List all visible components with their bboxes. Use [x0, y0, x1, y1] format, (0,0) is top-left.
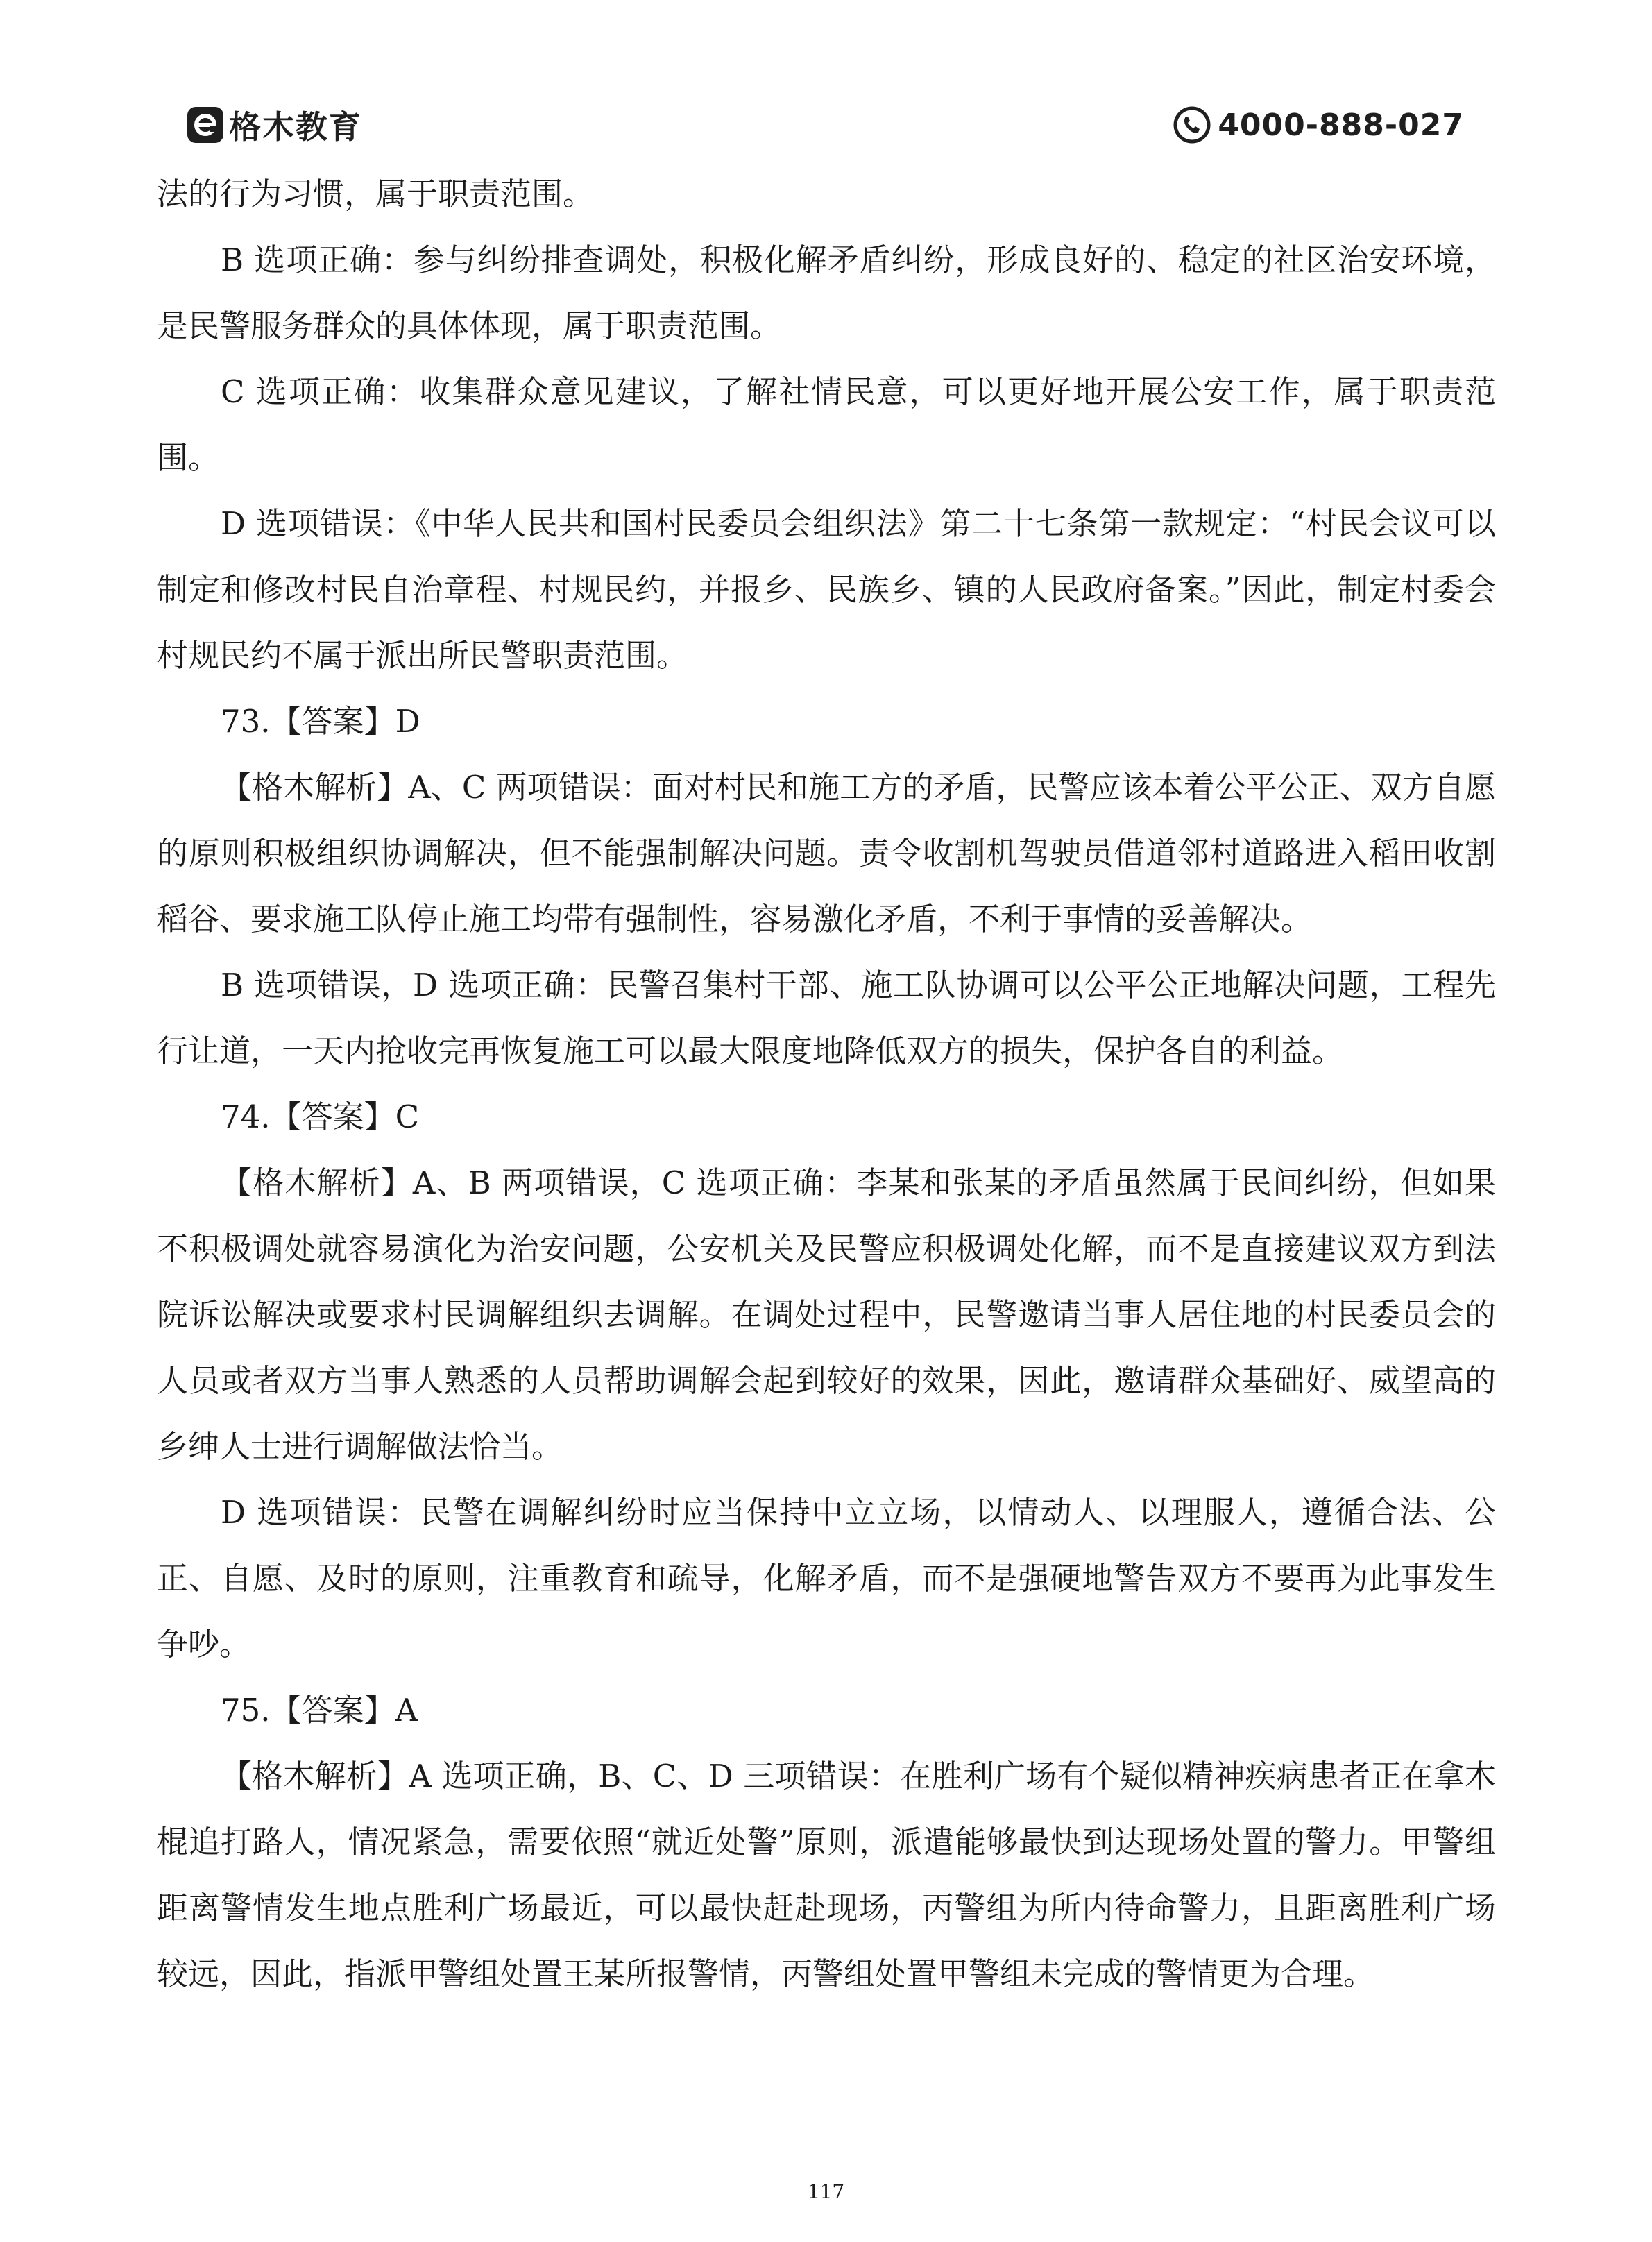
answer-75: 75.【答案】A [221, 1692, 418, 1729]
analysis-73: 【格木解析】A、C 两项错误：面对村民和施工方的矛盾，民警应该本着公平公正、双方自愿的原则积极组织协调解决，但不能强制解决问题。责令收割机驾驶员借道邻村道路进入稻田收割稻谷、要求施工队停止施工均带有强制性，容易激化矛盾，不利于事情的妥善解决。 [157, 769, 1496, 937]
analysis-74-d: D 选项错误：民警在调解纠纷时应当保持中立立场，以情动人、以理服人，遵循合法、公正、自愿、及时的原则，注重教育和疏导，化解矛盾，而不是强硬地警告双方不要再为此事发生争吵。 [157, 1494, 1496, 1663]
paragraph-option-d: D 选项错误：《中华人民共和国村民委员会组织法》第二十七条第一款规定：“村民会议可以制定和修改村民自治章程、村规民约，并报乡、民族乡、镇的人民政府备案。”因此，制定村委会村规民约不属于派出所民警职责范围。 [157, 505, 1496, 674]
analysis-74: 【格木解析】A、B 两项错误，C 选项正确：李某和张某的矛盾虽然属于民间纠纷，但如果不积极调处就容易演化为治安问题，公安机关及民警应积极调处化解，而不是直接建议双方到法院诉讼解决或要求村民调解组织去调解。在调处过程中，民警邀请当事人居住地的村民委员会的人员或者双方当事人熟悉的人员帮助调解会起到较好的效果，因此，邀请群众基础好、威望高的乡绅人士进行调解做法恰当。 [157, 1164, 1496, 1465]
analysis-73-bd: B 选项错误，D 选项正确：民警召集村干部、施工队协调可以公平公正地解决问题，工程先行让道，一天内抢收完再恢复施工可以最大限度地降低双方的损失，保护各自的利益。 [157, 967, 1496, 1069]
page-number: 117 [807, 2180, 845, 2203]
logo-text: 格木教育 [229, 108, 362, 146]
paragraph-continuation: 法的行为习惯，属于职责范围。 [157, 176, 595, 212]
page-header [187, 103, 1464, 151]
phone-number: 4000-888-027 [1218, 107, 1464, 143]
paragraph-option-c: C 选项正确：收集群众意见建议，了解社情民意，可以更好地开展公安工作，属于职责范围。 [157, 373, 1496, 476]
paragraph-option-b: B 选项正确：参与纠纷排查调处，积极化解矛盾纠纷，形成良好的、稳定的社区治安环境，是民警服务群众的具体体现，属于职责范围。 [157, 241, 1496, 344]
brand-logo [187, 103, 362, 147]
phone-icon [1172, 105, 1212, 145]
phone-contact [1172, 103, 1464, 147]
analysis-75: 【格木解析】A 选项正确，B、C、D 三项错误：在胜利广场有个疑似精神疾病患者正在拿木棍追打路人，情况紧急，需要依照“就近处警”原则，派遣能够最快到达现场处置的警力。甲警组距离警情发生地点胜利广场最近，可以最快赶赴现场，丙警组为所内待命警力，且距离胜利广场较远，因此，指派甲警组处置王某所报警情，丙警组处置甲警组未完成的警情更为合理。 [157, 1758, 1496, 1992]
logo-e-icon [187, 107, 223, 143]
answer-74: 74.【答案】C [221, 1098, 419, 1135]
answer-73: 73.【答案】D [221, 703, 420, 740]
page-body [157, 161, 1496, 2007]
